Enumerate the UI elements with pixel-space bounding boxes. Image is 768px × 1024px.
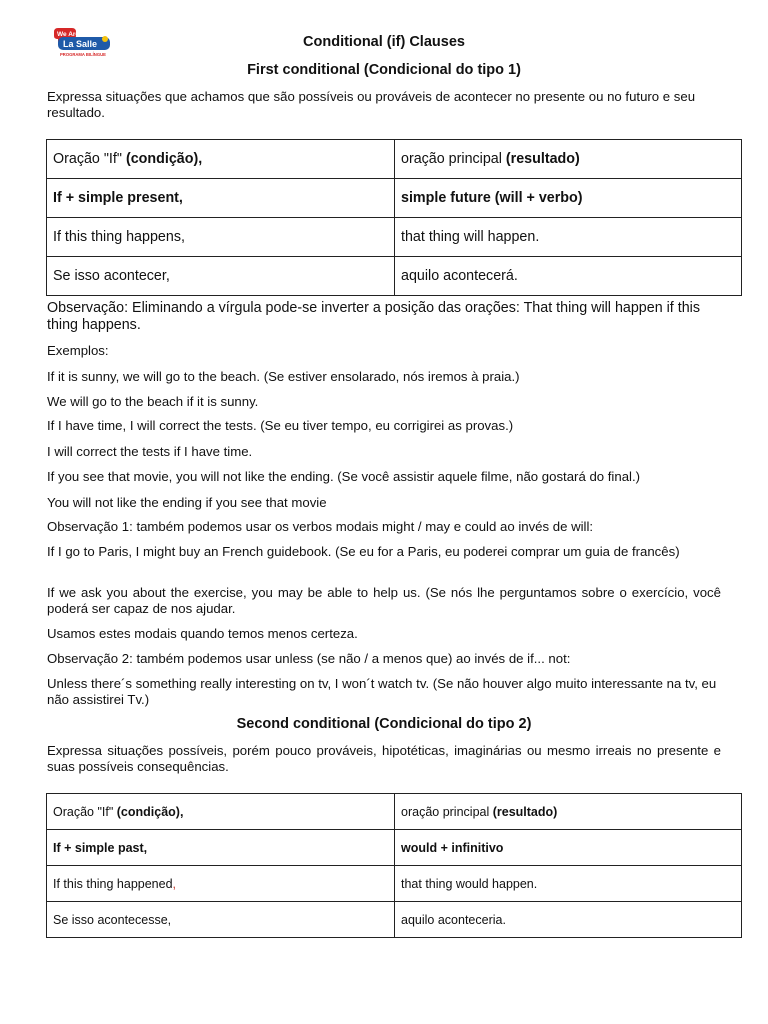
table-row xyxy=(47,257,742,296)
table-cell: simple future (will + verbo) xyxy=(395,179,742,218)
table-row xyxy=(47,140,742,179)
svg-text:PROGRAMA BILÍNGUE: PROGRAMA BILÍNGUE xyxy=(60,52,106,57)
example-1: If it is sunny, we will go to the beach. (Se estiver ensolarado, nós iremos à praia.) xyxy=(47,369,520,384)
second-conditional-heading: Second conditional (Condicional do tipo 2) xyxy=(236,716,532,732)
svg-text:We Are: We Are xyxy=(57,31,80,38)
table-cell: that thing will happen. xyxy=(395,218,742,257)
observation-2: Observação 2: também podemos usar unless (se não / a menos que) ao invés de if... not: xyxy=(47,651,571,666)
example-3: If I have time, I will correct the tests. (Se eu tiver tempo, eu corrigirei as provas.) xyxy=(47,418,514,433)
first-conditional-heading: First conditional (Condicional do tipo 1) xyxy=(247,62,521,78)
table-row xyxy=(47,866,742,902)
example-4: I will correct the tests if I have time. xyxy=(47,444,253,459)
table-cell: aquilo aconteceria. xyxy=(395,902,742,938)
table-cell: If this thing happens, xyxy=(47,218,395,257)
table-row xyxy=(47,218,742,257)
table-cell: Se isso acontecesse, xyxy=(47,902,395,938)
table-cell: Oração "If" (condição), xyxy=(47,140,395,179)
first-conditional-table xyxy=(46,139,742,296)
example-2: We will go to the beach if it is sunny. xyxy=(47,394,259,409)
example-5: If you see that movie, you will not like the ending. (Se você assistir aquele filme, não gostará do final.) xyxy=(47,469,641,484)
paris-example: If I go to Paris, I might buy an French guidebook. (Se eu for a Paris, eu poderei comprar um guia de francês) xyxy=(47,544,680,559)
table-cell: aquilo acontecerá. xyxy=(395,257,742,296)
table-row xyxy=(47,830,742,866)
table-cell: oração principal (resultado) xyxy=(395,794,742,830)
table-cell: If + simple present, xyxy=(47,179,395,218)
examples-label: Exemplos: xyxy=(47,343,109,358)
first-conditional-description: Expressa situações que achamos que são possíveis ou prováveis de acontecer no presente ou no futuro e seu resultado. xyxy=(47,89,696,120)
table-row xyxy=(47,794,742,830)
page-title: Conditional (if) Clauses xyxy=(303,34,465,50)
table-cell: would + infinitivo xyxy=(395,830,742,866)
example-6: You will not like the ending if you see that movie xyxy=(47,495,327,510)
svg-text:La Salle: La Salle xyxy=(63,39,98,49)
modals-note: Usamos estes modais quando temos menos certeza. xyxy=(47,626,358,641)
exercise-example: If we ask you about the exercise, you may be able to help us. (Se nós lhe perguntamos sobre o exercício, você poderá ser capaz de nos ajudar. xyxy=(47,585,721,616)
observation-1: Observação 1: também podemos usar os verbos modais might / may e could ao invés de will: xyxy=(47,519,594,534)
table-cell: If this thing happened, xyxy=(47,866,395,902)
table-cell: Se isso acontecer, xyxy=(47,257,395,296)
observation-note: Observação: Eliminando a vírgula pode-se inverter a posição das orações: That thing will happen if this thing happens. xyxy=(47,300,700,333)
unless-example: Unless there´s something really interesting on tv, I won´t watch tv. (Se não houver algo muito interessante na tv, eu não assistirei Tv.) xyxy=(47,676,717,707)
table-row xyxy=(47,902,742,938)
second-conditional-description: Expressa situações possíveis, porém pouco prováveis, hipotéticas, imaginárias ou mesmo irreais no presente e suas possíveis consequências. xyxy=(47,743,721,774)
table-row xyxy=(47,179,742,218)
table-cell: that thing would happen. xyxy=(395,866,742,902)
table-cell: Oração "If" (condição), xyxy=(47,794,395,830)
second-conditional-table xyxy=(46,793,742,938)
table-cell: If + simple past, xyxy=(47,830,395,866)
table-cell: oração principal (resultado) xyxy=(395,140,742,179)
